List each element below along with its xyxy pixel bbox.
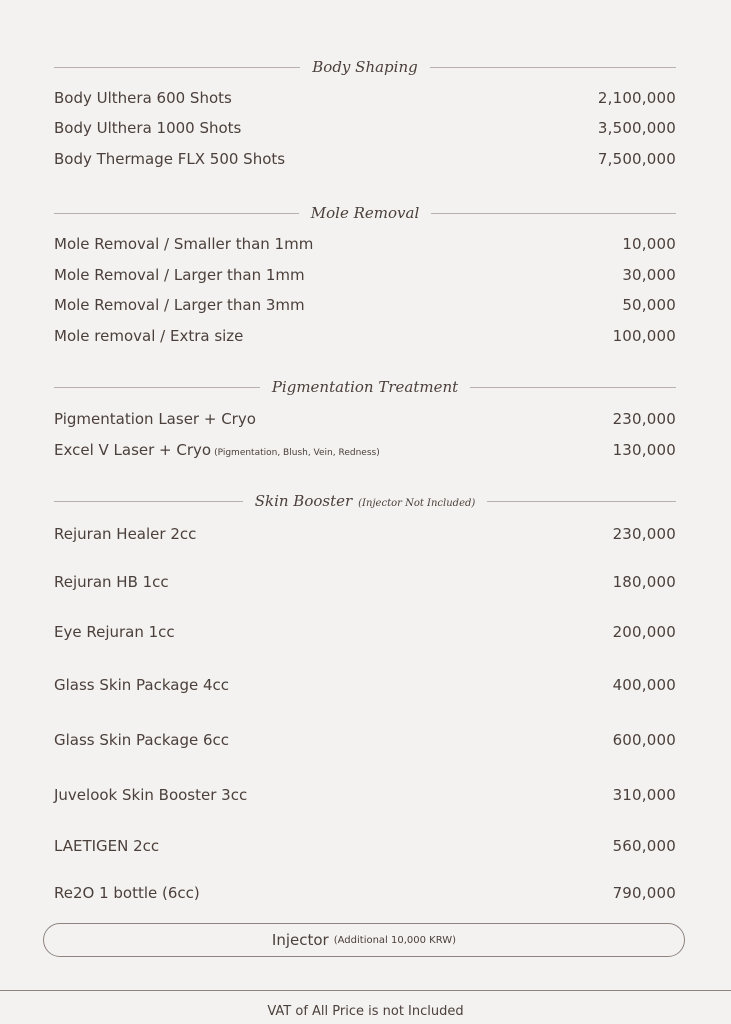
divider-line: [54, 387, 260, 388]
price-row: [54, 835, 676, 857]
section-title-text: Skin Booster: [254, 492, 353, 510]
item-name: Body Ulthera 600 Shots: [54, 89, 232, 107]
price-row: [54, 264, 676, 286]
item-note: (Pigmentation, Blush, Vein, Redness): [214, 448, 380, 458]
price-row: [54, 439, 676, 461]
price-row: [54, 148, 676, 170]
item-name: Mole Removal / Smaller than 1mm: [54, 235, 314, 253]
section-title: [243, 492, 488, 510]
item-name: LAETIGEN 2cc: [54, 837, 160, 855]
section-title: Pigmentation Treatment: [271, 378, 459, 396]
price-row: [54, 729, 676, 751]
item-price: 230,000: [612, 525, 676, 543]
price-row: [54, 87, 676, 109]
divider-line: [54, 67, 300, 68]
price-row: [54, 117, 676, 139]
price-row: [54, 784, 676, 806]
item-price: 200,000: [612, 623, 676, 641]
item-name: [54, 441, 380, 459]
injector-note: (Additional 10,000 KRW): [333, 934, 457, 946]
item-price: 130,000: [612, 441, 676, 459]
item-name: Body Thermage FLX 500 Shots: [54, 150, 286, 168]
footer-divider: [0, 990, 731, 991]
item-price: 2,100,000: [597, 89, 676, 107]
price-row: [54, 325, 676, 347]
price-row: [54, 621, 676, 643]
item-price: 400,000: [612, 676, 676, 694]
divider-line: [54, 501, 243, 502]
price-row: [54, 233, 676, 255]
item-price: 230,000: [612, 410, 676, 428]
item-price: 3,500,000: [597, 119, 676, 137]
item-price: 600,000: [612, 731, 676, 749]
item-price: 180,000: [612, 573, 676, 591]
item-price: 560,000: [612, 837, 676, 855]
item-price: 310,000: [612, 786, 676, 804]
item-price: 100,000: [612, 327, 676, 345]
item-price: 790,000: [612, 884, 676, 902]
injector-label: Injector: [271, 931, 329, 949]
item-price: 50,000: [622, 296, 676, 314]
item-name: Body Ulthera 1000 Shots: [54, 119, 242, 137]
section-title: Mole Removal: [310, 204, 420, 222]
section-heading-mole-removal: [54, 203, 676, 223]
injector-info-pill: [43, 923, 685, 957]
divider-line: [431, 213, 676, 214]
section-title-note: (Injector Not Included): [358, 498, 476, 509]
section-heading-skin-booster: [54, 491, 676, 511]
price-row: [54, 408, 676, 430]
price-row: [54, 882, 676, 904]
price-row: [54, 294, 676, 316]
divider-line: [54, 213, 299, 214]
item-name: Mole removal / Extra size: [54, 327, 244, 345]
item-name: Mole Removal / Larger than 3mm: [54, 296, 305, 314]
item-name: Rejuran HB 1cc: [54, 573, 169, 591]
price-row: [54, 674, 676, 696]
item-name: Glass Skin Package 4cc: [54, 676, 230, 694]
item-name: Mole Removal / Larger than 1mm: [54, 266, 305, 284]
price-row: [54, 523, 676, 545]
divider-line: [470, 387, 676, 388]
item-price: 7,500,000: [597, 150, 676, 168]
divider-line: [487, 501, 676, 502]
item-name-text: Excel V Laser + Cryo: [54, 441, 212, 459]
item-price: 30,000: [622, 266, 676, 284]
item-name: Eye Rejuran 1cc: [54, 623, 175, 641]
item-price: 10,000: [622, 235, 676, 253]
item-name: Pigmentation Laser + Cryo: [54, 410, 256, 428]
item-name: Juvelook Skin Booster 3cc: [54, 786, 248, 804]
price-row: [54, 571, 676, 593]
item-name: Rejuran Healer 2cc: [54, 525, 197, 543]
section-heading-pigmentation: [54, 377, 676, 397]
vat-note: VAT of All Price is not Included: [267, 1004, 464, 1019]
section-title: Body Shaping: [312, 58, 418, 76]
item-name: Re2O 1 bottle (6cc): [54, 884, 200, 902]
item-name: Glass Skin Package 6cc: [54, 731, 230, 749]
section-heading-body-shaping: [54, 57, 676, 77]
divider-line: [430, 67, 676, 68]
